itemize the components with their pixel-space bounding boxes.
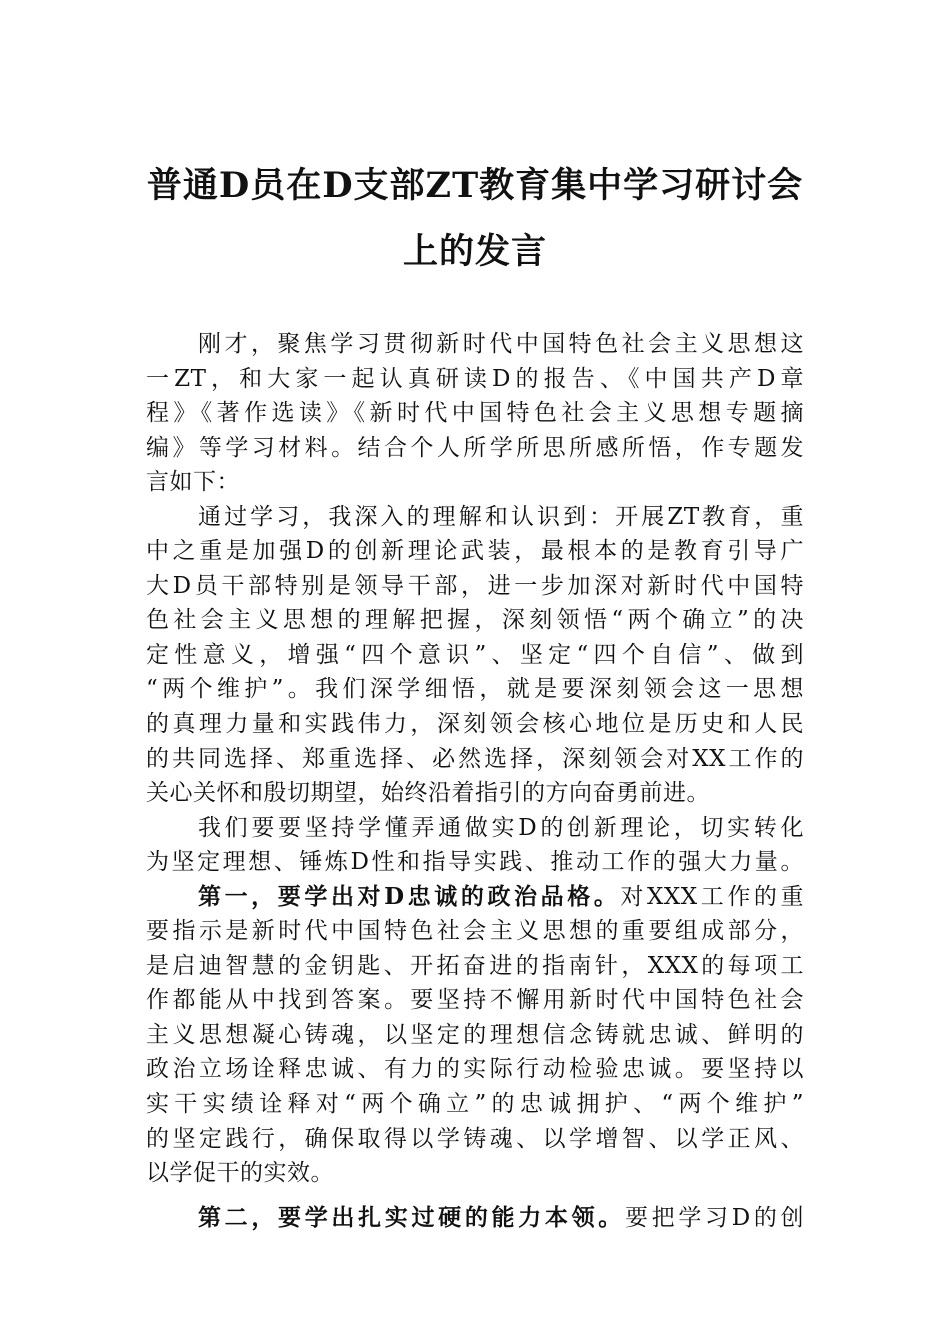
paragraph-line: 是启迪智慧的金钥匙、开拓奋进的指南针，XXX的每项工 xyxy=(146,952,804,979)
bold-lead-sentence: 第二，要学出扎实过硬的能力本领。 xyxy=(198,1203,625,1231)
document-body xyxy=(146,327,804,1235)
paragraph-line-rest: 要把学习D的创 xyxy=(624,1204,804,1231)
paragraph-line: 定性意义，增强“四个意识”、坚定“四个自信”、做到 xyxy=(146,641,804,668)
paragraph-line: 为坚定理想、锤炼D性和指导实践、推动工作的强大力量。 xyxy=(146,849,804,876)
bold-lead-sentence: 第一，要学出对D忠诚的政治品格。 xyxy=(198,882,621,910)
paragraph-line: 关心关怀和殷切期望，始终沿着指引的方向奋勇前进。 xyxy=(146,780,710,807)
paragraph-line: 言如下： xyxy=(146,469,240,496)
paragraph-1 xyxy=(146,327,804,500)
paragraph-3 xyxy=(146,811,804,880)
paragraph-line: 中之重是加强D的创新理论武装，最根本的是教育引导广 xyxy=(146,538,804,565)
paragraph-4 xyxy=(146,880,804,1191)
paragraph-line: 我们要要坚持学懂弄通做实D的创新理论，切实转化 xyxy=(198,814,804,841)
paragraph-first-line xyxy=(146,880,804,915)
paragraph-first-line xyxy=(146,1201,804,1236)
paragraph-line: 以学促干的实效。 xyxy=(146,1160,334,1187)
document-title-line-2: 上的发言 xyxy=(402,231,547,272)
paragraph-line: 实干实绩诠释对“两个确立”的忠诚拥护、“两个维护” xyxy=(146,1091,804,1118)
paragraph-line: 一ZT，和大家一起认真研读D的报告、《中国共产D章 xyxy=(146,365,804,392)
document-title-line-1: 普通D员在D支部ZT教育集中学习研讨会 xyxy=(146,165,804,206)
paragraph-line: 主义思想凝心铸魂，以坚定的理想信念铸就忠诚、鲜明的 xyxy=(146,1021,804,1048)
paragraph-line: 要指示是新时代中国特色社会主义思想的重要组成部分， xyxy=(146,918,804,945)
paragraph-line: 的共同选择、郑重选择、必然选择，深刻领会对XX工作的 xyxy=(146,745,804,772)
paragraph-line: 大D员干部特别是领导干部，进一步加深对新时代中国特 xyxy=(146,572,804,599)
paragraph-line: 政治立场诠释忠诚、有力的实际行动检验忠诚。要坚持以 xyxy=(146,1056,804,1083)
paragraph-line: 的真理力量和实践伟力，深刻领会核心地位是历史和人民 xyxy=(146,711,804,738)
paragraph-line: 刚才，聚焦学习贯彻新时代中国特色社会主义思想这 xyxy=(198,331,804,357)
paragraph-line: 程》《著作选读》《新时代中国特色社会主义思想专题摘 xyxy=(146,400,804,427)
paragraph-5 xyxy=(146,1201,804,1236)
paragraph-2 xyxy=(146,500,804,811)
paragraph-line: 作都能从中找到答案。要坚持不懈用新时代中国特色社会 xyxy=(146,987,804,1014)
paragraph-line: 通过学习，我深入的理解和认识到：开展ZT教育，重 xyxy=(198,503,804,530)
paragraph-line-rest: 对XXX工作的重 xyxy=(620,883,805,910)
paragraph-line: 编》等学习材料。结合个人所学所思所感所悟，作专题发 xyxy=(146,434,804,461)
paragraph-line: 色社会主义思想的理解把握，深刻领悟“两个确立”的决 xyxy=(146,607,804,634)
paragraph-line: 的坚定践行，确保取得以学铸魂、以学增智、以学正风、 xyxy=(146,1125,804,1152)
paragraph-line: “两个维护”。我们深学细悟，就是要深刻领会这一思想 xyxy=(146,676,804,703)
